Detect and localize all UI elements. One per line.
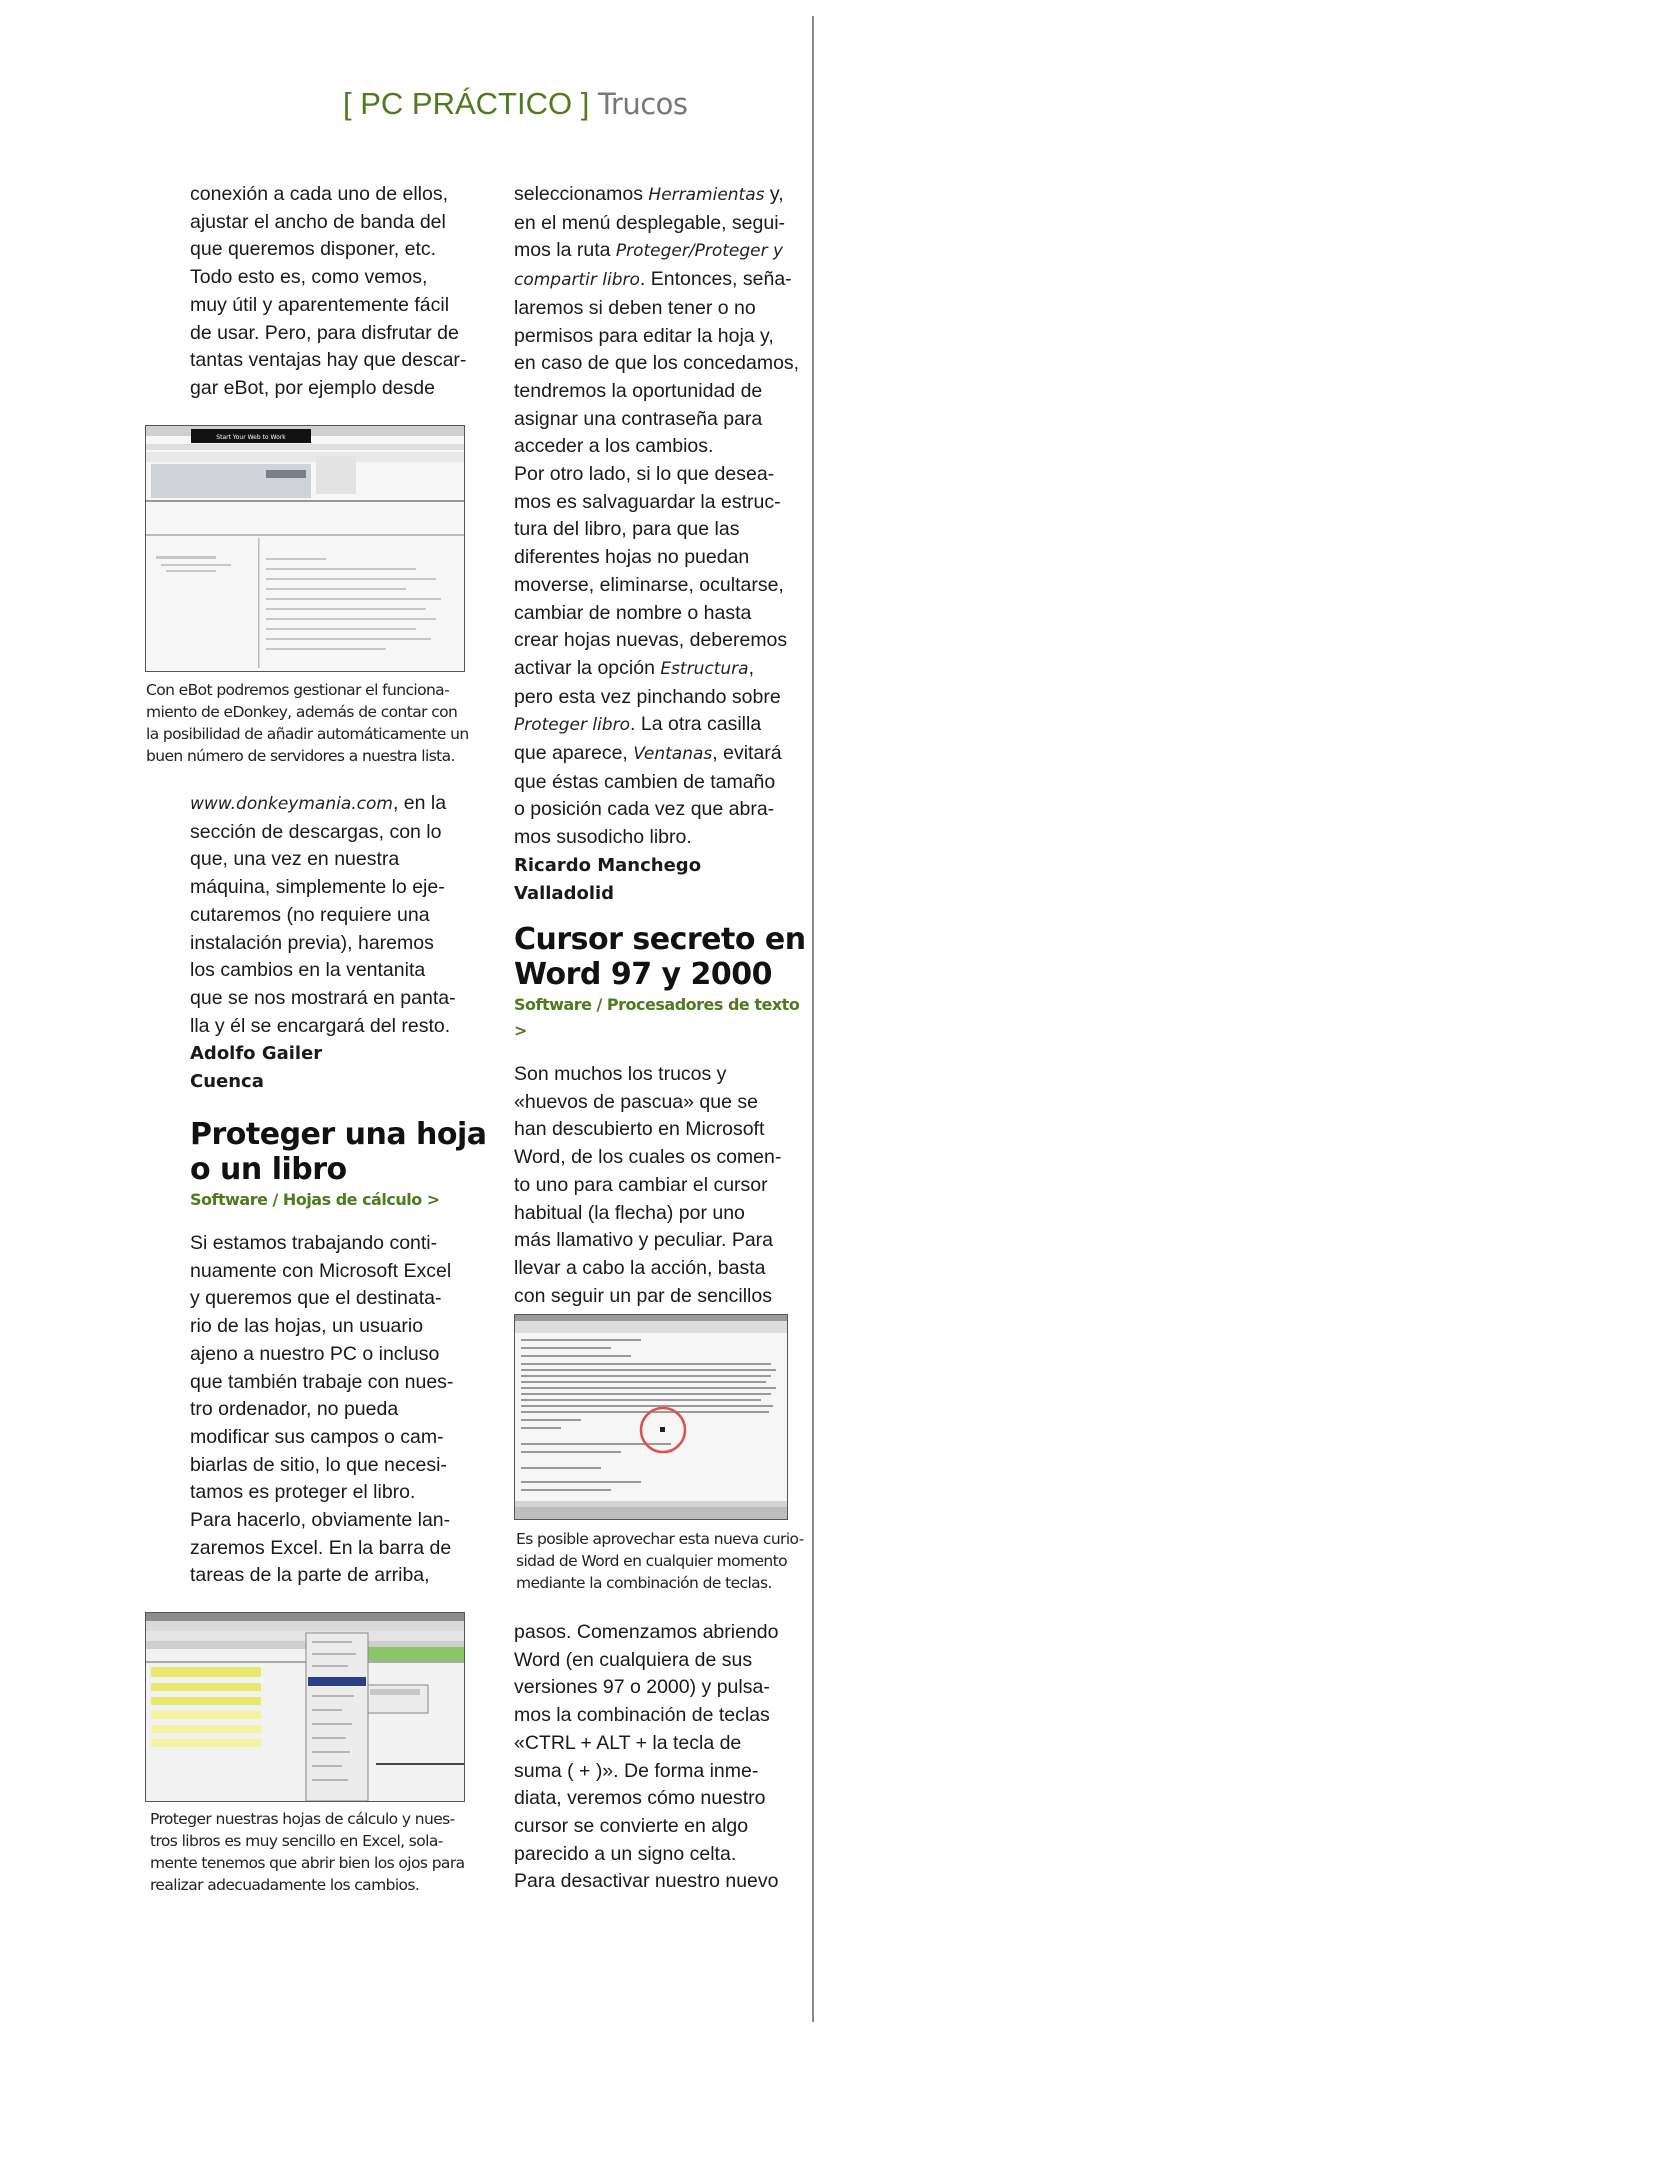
- text-line: con seguir un par de sencillos: [514, 1284, 772, 1307]
- author-name: Adolfo Gailer: [190, 1043, 323, 1065]
- text-line: habitual (la flecha) por uno: [514, 1201, 745, 1224]
- article-title: Cursor secreto en Word 97 y 2000: [514, 922, 806, 992]
- text-line: tamos es proteger el libro.: [190, 1481, 416, 1504]
- subsection-label: Trucos: [597, 87, 688, 121]
- text-line: biarlas de sitio, lo que necesi-: [190, 1453, 447, 1476]
- ebot-caption: [146, 679, 476, 767]
- text-line: que se nos mostrará en panta-: [190, 986, 456, 1009]
- text-line: compartir libro. Entonces, seña-: [514, 268, 792, 291]
- text-line: tendremos la oportunidad de: [514, 379, 763, 402]
- text-line: Son muchos los trucos y: [514, 1063, 727, 1085]
- text-line: mos la combinación de teclas: [514, 1704, 770, 1727]
- celtic-cursor-icon: [660, 1427, 665, 1432]
- article-protect: [190, 1117, 490, 1590]
- text-line: suma ( + )». De forma inme-: [514, 1759, 759, 1782]
- text-line: mos la ruta Proteger/Proteger y: [514, 239, 784, 262]
- text-line: diferentes hojas no puedan: [514, 546, 750, 569]
- text-line: permisos para editar la hoja y,: [514, 324, 774, 347]
- article-category: Software / Hojas de cálculo >: [190, 1190, 440, 1209]
- text-line: Para hacerlo, obviamente lan-: [190, 1509, 451, 1532]
- text-line: cutaremos (no requiere una: [190, 903, 430, 926]
- text-line: tantas ventajas hay que descar-: [190, 349, 467, 372]
- text-line: mos es salvaguardar la estruc-: [514, 490, 781, 513]
- text-line: nuamente con Microsoft Excel: [190, 1259, 452, 1282]
- text-line: en caso de que los concedamos,: [514, 352, 800, 375]
- text-line: sección de descargas, con lo: [190, 820, 442, 843]
- text-line: Word (en cualquiera de sus: [514, 1648, 753, 1671]
- text-line: parecido a un signo celta.: [514, 1842, 737, 1865]
- text-line: muy útil y aparentemente fácil: [190, 293, 450, 316]
- text-line: han descubierto en Microsoft: [514, 1118, 765, 1141]
- caption-line: Proteger nuestras hojas de cálculo y nues-: [150, 1810, 455, 1828]
- text-line: diata, veremos cómo nuestro: [514, 1787, 766, 1810]
- text-line: asignar una contraseña para: [514, 407, 763, 430]
- text-line: to uno para cambiar el cursor: [514, 1173, 768, 1196]
- left-column-top: [190, 181, 480, 403]
- right-column-top: [514, 181, 804, 907]
- text-line: cursor se convierte en algo: [514, 1814, 749, 1837]
- text-line: tareas de la parte de arriba,: [190, 1564, 430, 1587]
- text-line: Si estamos trabajando conti-: [190, 1232, 438, 1254]
- author-city: Cuenca: [190, 1071, 264, 1093]
- text-line: y queremos que el destinata-: [190, 1287, 442, 1310]
- text-line: que queremos disponer, etc.: [190, 238, 437, 261]
- caption-line: tros libros es muy sencillo en Excel, sola-: [150, 1832, 443, 1850]
- text-line: zaremos Excel. En la barra de: [190, 1536, 452, 1559]
- caption-line: Es posible aprovechar esta nueva curio-: [516, 1530, 804, 1548]
- text-line: «CTRL + ALT + la tecla de: [514, 1731, 742, 1754]
- ebot-screenshot: [145, 425, 465, 672]
- caption-line: miento de eDonkey, además de contar con: [146, 703, 458, 721]
- text-line: seleccionamos Herramientas y,: [514, 183, 784, 205]
- word-screenshot: [514, 1314, 788, 1520]
- text-line: más llamativo y peculiar. Para: [514, 1229, 774, 1252]
- text-line: Por otro lado, si lo que desea-: [514, 463, 775, 486]
- text-line: los cambios en la ventanita: [190, 959, 426, 982]
- article-title: Proteger una hoja o un libro: [190, 1117, 487, 1187]
- text-line: Word, de los cuales os comen-: [514, 1146, 782, 1169]
- word-caption: [516, 1528, 806, 1594]
- ebot-window-title: Start Your Web to Work: [216, 434, 286, 441]
- text-line: de usar. Pero, para disfrutar de: [190, 321, 459, 344]
- page-header: [343, 86, 688, 122]
- text-line: acceder a los cambios.: [514, 435, 714, 458]
- caption-line: Con eBot podremos gestionar el funciona-: [146, 681, 450, 699]
- left-column-mid: [190, 790, 480, 1096]
- text-line: tro ordenador, no pueda: [190, 1398, 399, 1421]
- text-line: «huevos de pascua» que se: [514, 1090, 758, 1113]
- url-link[interactable]: www.donkeymania.com: [190, 794, 393, 814]
- article-category: Software / Procesadores de texto >: [514, 995, 800, 1040]
- right-column-bottom: [514, 1619, 804, 1896]
- excel-screenshot: [145, 1612, 465, 1802]
- text-line: que también trabaje con nues-: [190, 1370, 454, 1393]
- text-line: máquina, simplemente lo eje-: [190, 876, 445, 899]
- text-line: tura del libro, para que las: [514, 518, 740, 541]
- text-line: cambiar de nombre o hasta: [514, 601, 752, 624]
- text-line: gar eBot, por ejemplo desde: [190, 376, 435, 399]
- caption-line: mediante la combinación de teclas.: [516, 1574, 772, 1592]
- text-line: Proteger libro. La otra casilla: [514, 713, 762, 736]
- text-line: ajustar el ancho de banda del: [190, 210, 446, 233]
- text-line: pero esta vez pinchando sobre: [514, 685, 781, 708]
- text-line: que, una vez en nuestra: [190, 848, 400, 871]
- author-name: Ricardo Manchego: [514, 854, 702, 876]
- text-line: rio de las hojas, un usuario: [190, 1315, 424, 1338]
- text-line: modificar sus campos o cam-: [190, 1425, 444, 1448]
- text-line: lla y él se encargará del resto.: [190, 1014, 451, 1037]
- text-line: que aparece, Ventanas, evitará: [514, 742, 782, 765]
- text-line: www.donkeymania.com, en la: [190, 792, 447, 814]
- text-line: ajeno a nuestro PC o incluso: [190, 1342, 440, 1365]
- text-line: o posición cada vez que abra-: [514, 798, 775, 821]
- author-city: Valladolid: [514, 882, 615, 904]
- text-line: moverse, eliminarse, ocultarse,: [514, 573, 784, 596]
- text-line: que éstas cambien de tamaño: [514, 770, 776, 793]
- caption-line: sidad de Word en cualquier momento: [516, 1552, 787, 1570]
- text-line: Para desactivar nuestro nuevo: [514, 1870, 779, 1893]
- text-line: instalación previa), haremos: [190, 931, 434, 954]
- caption-line: la posibilidad de añadir automáticamente un: [146, 725, 469, 743]
- text-line: versiones 97 o 2000) y pulsa-: [514, 1676, 770, 1699]
- section-label: [ PC PRÁCTICO ]: [343, 86, 590, 121]
- text-line: crear hojas nuevas, deberemos: [514, 629, 788, 652]
- text-line: llevar a cabo la acción, basta: [514, 1256, 766, 1279]
- text-line: en el menú desplegable, segui-: [514, 211, 786, 234]
- caption-line: realizar adecuadamente los cambios.: [150, 1876, 420, 1894]
- article-cursor: [514, 922, 814, 1310]
- caption-line: buen número de servidores a nuestra lista.: [146, 747, 455, 765]
- caption-line: mente tenemos que abrir bien los ojos para: [150, 1854, 465, 1872]
- text-line: conexión a cada uno de ellos,: [190, 183, 449, 205]
- text-line: pasos. Comenzamos abriendo: [514, 1621, 779, 1643]
- text-line: laremos si deben tener o no: [514, 296, 756, 319]
- text-line: activar la opción Estructura,: [514, 656, 754, 679]
- excel-caption: [150, 1808, 480, 1896]
- text-line: mos susodicho libro.: [514, 826, 692, 849]
- text-line: Todo esto es, como vemos,: [190, 266, 428, 289]
